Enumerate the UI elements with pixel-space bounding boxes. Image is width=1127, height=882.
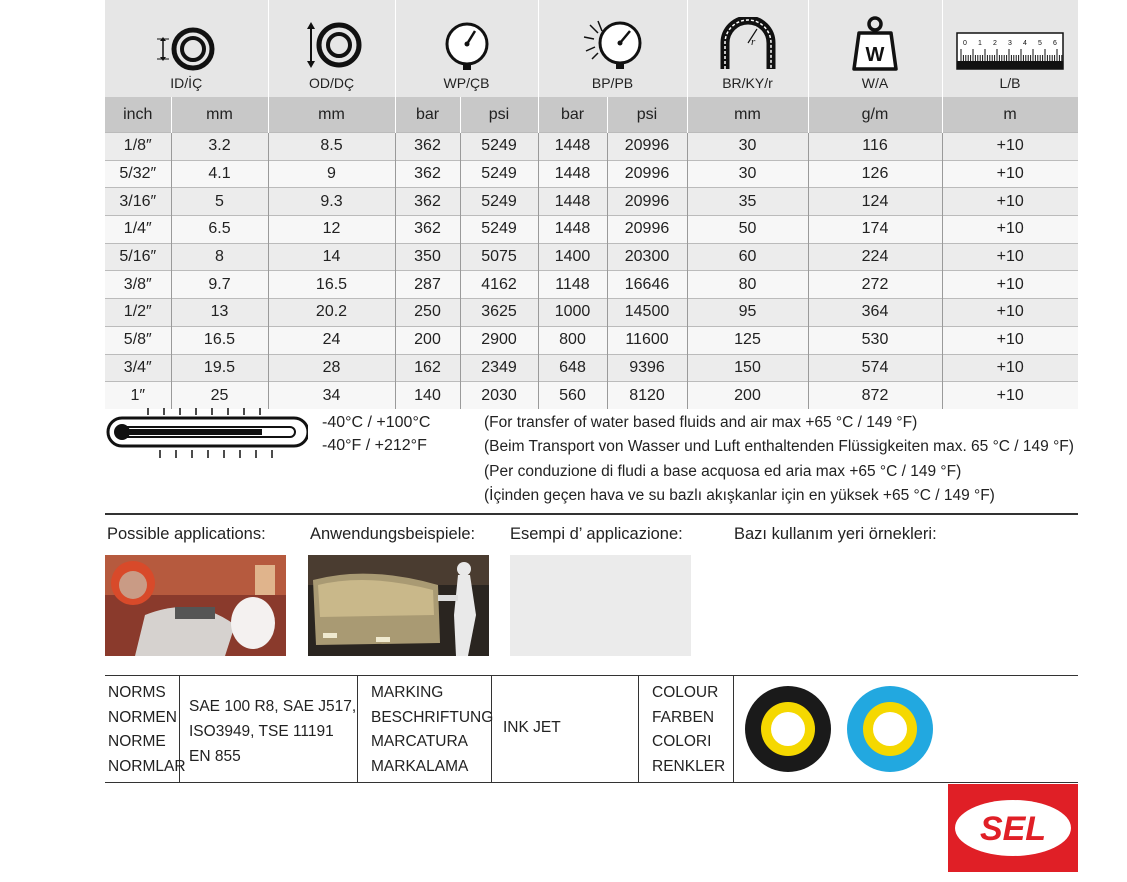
- table-cell: 2349: [460, 354, 538, 382]
- table-cell: 362: [395, 188, 460, 216]
- table-cell: 5075: [460, 243, 538, 271]
- working-pressure-gauge-icon: [437, 21, 497, 71]
- table-cell: 9.7: [171, 271, 268, 299]
- table-cell: 2030: [460, 382, 538, 409]
- temperature-note-en: (For transfer of water based fluids and air max +65 °C / 149 °F): [484, 414, 918, 431]
- sel-logo: [948, 784, 1078, 872]
- table-cell: 60: [687, 243, 808, 271]
- table-cell: 30: [687, 160, 808, 188]
- table-cell: 362: [395, 160, 460, 188]
- table-cell: +10: [942, 354, 1078, 382]
- table-cell: 125: [687, 326, 808, 354]
- table-cell: 5: [171, 188, 268, 216]
- svg-text:r: r: [750, 36, 755, 48]
- id-header-cell: [105, 0, 268, 97]
- table-cell: +10: [942, 299, 1078, 327]
- icon-header-row: [105, 0, 1078, 97]
- ruler-digit: 1: [978, 40, 982, 47]
- applications-label-de: Anwendungsbeispiele:: [310, 525, 476, 543]
- colour-labels: [652, 681, 725, 779]
- table-cell: 35: [687, 188, 808, 216]
- table-cell: 1/2″: [105, 299, 171, 327]
- table-cell: +10: [942, 382, 1078, 409]
- table-cell: 1448: [538, 216, 607, 244]
- table-cell: 24: [268, 326, 395, 354]
- ruler-digit: 6: [1053, 40, 1057, 47]
- table-cell: +10: [942, 160, 1078, 188]
- table-cell: 5249: [460, 188, 538, 216]
- od-header-label: OD/DÇ: [308, 75, 355, 91]
- table-cell: 116: [808, 133, 942, 161]
- bend-radius-icon: [713, 17, 783, 71]
- unit-cell: mm: [268, 97, 395, 133]
- norms-value: SAE 100 R8, SAE J517,: [189, 698, 357, 715]
- table-row: [105, 160, 1078, 188]
- length-header-cell: [942, 0, 1078, 97]
- table-cell: 224: [808, 243, 942, 271]
- table-cell: 200: [687, 382, 808, 409]
- table-cell: 16646: [607, 271, 687, 299]
- od-header-cell: [268, 0, 395, 97]
- norms-top-rule: [105, 675, 1078, 676]
- car-body-painting-photo: [308, 555, 489, 656]
- table-cell: 560: [538, 382, 607, 409]
- table-cell: 5249: [460, 216, 538, 244]
- thermometer-icon: [104, 406, 308, 462]
- table-cell: 8.5: [268, 133, 395, 161]
- ruler-digit: 0: [963, 40, 967, 47]
- table-cell: 150: [687, 354, 808, 382]
- table-cell: 13: [171, 299, 268, 327]
- table-row: [105, 133, 1078, 161]
- table-cell: 4.1: [171, 160, 268, 188]
- table-cell: 350: [395, 243, 460, 271]
- table-cell: 14: [268, 243, 395, 271]
- unit-cell: m: [942, 97, 1078, 133]
- table-row: [105, 382, 1078, 409]
- sel-logo-text: SEL: [979, 810, 1047, 848]
- applications-label-en: Possible applications:: [107, 525, 266, 543]
- table-cell: 162: [395, 354, 460, 382]
- table-cell: 3.2: [171, 133, 268, 161]
- unit-cell: mm: [171, 97, 268, 133]
- colour-label: COLORI: [652, 733, 712, 750]
- table-cell: 124: [808, 188, 942, 216]
- units-row: [105, 97, 1078, 133]
- application-photo-placeholder: [510, 555, 691, 656]
- table-cell: 8: [171, 243, 268, 271]
- weight-header-cell: [808, 0, 942, 97]
- unit-cell: mm: [687, 97, 808, 133]
- table-row: [105, 271, 1078, 299]
- table-cell: 362: [395, 133, 460, 161]
- table-cell: 11600: [607, 326, 687, 354]
- unit-cell: g/m: [808, 97, 942, 133]
- table-cell: 12: [268, 216, 395, 244]
- table-cell: 50: [687, 216, 808, 244]
- table-cell: +10: [942, 243, 1078, 271]
- marking-value: INK JET: [503, 719, 561, 736]
- norms-bottom-rule: [105, 782, 1078, 783]
- bp-header-label: BP/PB: [591, 75, 634, 91]
- table-cell: 20996: [607, 216, 687, 244]
- table-cell: 5/16″: [105, 243, 171, 271]
- ruler-digit: 4: [1023, 40, 1027, 47]
- table-cell: 272: [808, 271, 942, 299]
- marking-label: MARCATURA: [371, 733, 469, 750]
- bp-header-cell: [538, 0, 687, 97]
- table-cell: +10: [942, 216, 1078, 244]
- colour-label: RENKLER: [652, 757, 726, 775]
- marking-label: BESCHRIFTUNG: [371, 708, 494, 726]
- colour-swatch-blue-yellow: [847, 686, 933, 772]
- norms-label: NORMLAR: [108, 757, 186, 775]
- norms-label: NORMEN: [108, 708, 177, 726]
- table-cell: 1448: [538, 188, 607, 216]
- wp-header-cell: [395, 0, 538, 97]
- table-cell: 140: [395, 382, 460, 409]
- ruler-digit: 3: [1008, 40, 1012, 47]
- table-cell: 8120: [607, 382, 687, 409]
- table-cell: 1400: [538, 243, 607, 271]
- table-cell: 364: [808, 299, 942, 327]
- br-header-label: BR/KY/r: [722, 75, 773, 91]
- unit-cell: bar: [538, 97, 607, 133]
- table-cell: 800: [538, 326, 607, 354]
- norms-value: ISO3949, TSE 11191: [189, 723, 334, 740]
- table-cell: 5/8″: [105, 326, 171, 354]
- table-cell: 9.3: [268, 188, 395, 216]
- table-cell: 20996: [607, 188, 687, 216]
- table-row: [105, 299, 1078, 327]
- table-cell: 174: [808, 216, 942, 244]
- weight-icon: [850, 15, 900, 71]
- table-cell: 16.5: [171, 326, 268, 354]
- marking-labels: [371, 681, 493, 779]
- table-cell: 3/8″: [105, 271, 171, 299]
- table-cell: 34: [268, 382, 395, 409]
- table-cell: 20996: [607, 160, 687, 188]
- table-cell: 1148: [538, 271, 607, 299]
- table-row: [105, 188, 1078, 216]
- unit-cell: psi: [460, 97, 538, 133]
- table-cell: 2900: [460, 326, 538, 354]
- wp-header-label: WP/ÇB: [443, 75, 490, 91]
- table-cell: 28: [268, 354, 395, 382]
- table-cell: 1/4″: [105, 216, 171, 244]
- marking-label: MARKALAMA: [371, 757, 469, 775]
- applications-label-tr: Bazı kullanım yeri örnekleri:: [734, 525, 937, 543]
- unit-cell: psi: [607, 97, 687, 133]
- table-row: [105, 216, 1078, 244]
- table-cell: +10: [942, 271, 1078, 299]
- table-row: [105, 354, 1078, 382]
- norms-labels: [108, 681, 186, 779]
- temperature-note-de: (Beim Transport von Wasser und Luft enthaltenden Flüssigkeiten max. 65 °C / 149 °F): [484, 438, 1074, 456]
- table-cell: 3/4″: [105, 354, 171, 382]
- weight-header-label: W/A: [861, 75, 889, 91]
- temperature-notes: [484, 411, 1074, 508]
- table-cell: 1″: [105, 382, 171, 409]
- table-cell: 20996: [607, 133, 687, 161]
- table-cell: 1/8″: [105, 133, 171, 161]
- marking-label: MARKING: [371, 684, 444, 701]
- table-cell: 25: [171, 382, 268, 409]
- table-cell: 5249: [460, 133, 538, 161]
- temperature-note-tr: (İçinden geçen hava ve su bazlı akışkanlar için en yüksek +65 °C / 149 °F): [484, 486, 995, 504]
- table-cell: 872: [808, 382, 942, 409]
- table-cell: 20.2: [268, 299, 395, 327]
- table-cell: 4162: [460, 271, 538, 299]
- norms-label: NORME: [108, 733, 166, 750]
- table-cell: 16.5: [268, 271, 395, 299]
- spray-painter-photo: [105, 555, 286, 656]
- colour-label: FARBEN: [652, 708, 715, 726]
- table-cell: 5/32″: [105, 160, 171, 188]
- table-cell: 126: [808, 160, 942, 188]
- table-cell: 250: [395, 299, 460, 327]
- colour-swatches: [744, 684, 934, 774]
- colour-swatch-black-yellow: [745, 686, 831, 772]
- table-cell: +10: [942, 188, 1078, 216]
- inner-diameter-icon: [151, 27, 221, 71]
- table-cell: 14500: [607, 299, 687, 327]
- table-cell: +10: [942, 326, 1078, 354]
- sel-logo-icon: [948, 784, 1078, 872]
- norms-value: EN 855: [189, 748, 241, 765]
- temperature-note-it: (Per conduzione di fludi a base acquosa ed aria max +65 °C / 149 °F): [484, 462, 962, 480]
- table-cell: 80: [687, 271, 808, 299]
- ruler-digit: 2: [993, 40, 997, 47]
- table-cell: 200: [395, 326, 460, 354]
- burst-pressure-gauge-icon: [568, 17, 658, 71]
- ruler-icon: [955, 31, 1065, 71]
- length-header-label: L/B: [999, 75, 1021, 91]
- table-cell: 530: [808, 326, 942, 354]
- br-header-cell: [687, 0, 808, 97]
- spec-table: [105, 0, 1079, 409]
- table-cell: 574: [808, 354, 942, 382]
- table-cell: 1448: [538, 133, 607, 161]
- table-cell: 1000: [538, 299, 607, 327]
- table-row: [105, 243, 1078, 271]
- table-cell: 362: [395, 216, 460, 244]
- weight-icon-letter: W: [865, 44, 885, 66]
- table-cell: 5249: [460, 160, 538, 188]
- table-cell: 9396: [607, 354, 687, 382]
- table-cell: 9: [268, 160, 395, 188]
- table-cell: 1448: [538, 160, 607, 188]
- table-cell: 3625: [460, 299, 538, 327]
- section-divider: [105, 513, 1078, 515]
- table-cell: 20300: [607, 243, 687, 271]
- temperature-celsius: -40°C / +100°C: [322, 414, 431, 431]
- table-row: [105, 326, 1078, 354]
- table-cell: 6.5: [171, 216, 268, 244]
- applications-label-it: Esempi d’ applicazione:: [510, 525, 683, 543]
- temperature-fahrenheit: -40°F / +212°F: [322, 437, 427, 454]
- table-cell: 648: [538, 354, 607, 382]
- norms-values: [189, 694, 356, 769]
- table-cell: 19.5: [171, 354, 268, 382]
- table-cell: +10: [942, 133, 1078, 161]
- table-cell: 30: [687, 133, 808, 161]
- unit-cell: bar: [395, 97, 460, 133]
- id-header-label: ID/İÇ: [170, 75, 203, 91]
- table-cell: 95: [687, 299, 808, 327]
- norms-label: NORMS: [108, 684, 166, 701]
- unit-cell: inch: [105, 97, 171, 133]
- table-cell: 287: [395, 271, 460, 299]
- colour-label: COLOUR: [652, 684, 719, 701]
- outer-diameter-icon: [297, 19, 367, 71]
- ruler-digit: 5: [1038, 40, 1042, 47]
- table-cell: 3/16″: [105, 188, 171, 216]
